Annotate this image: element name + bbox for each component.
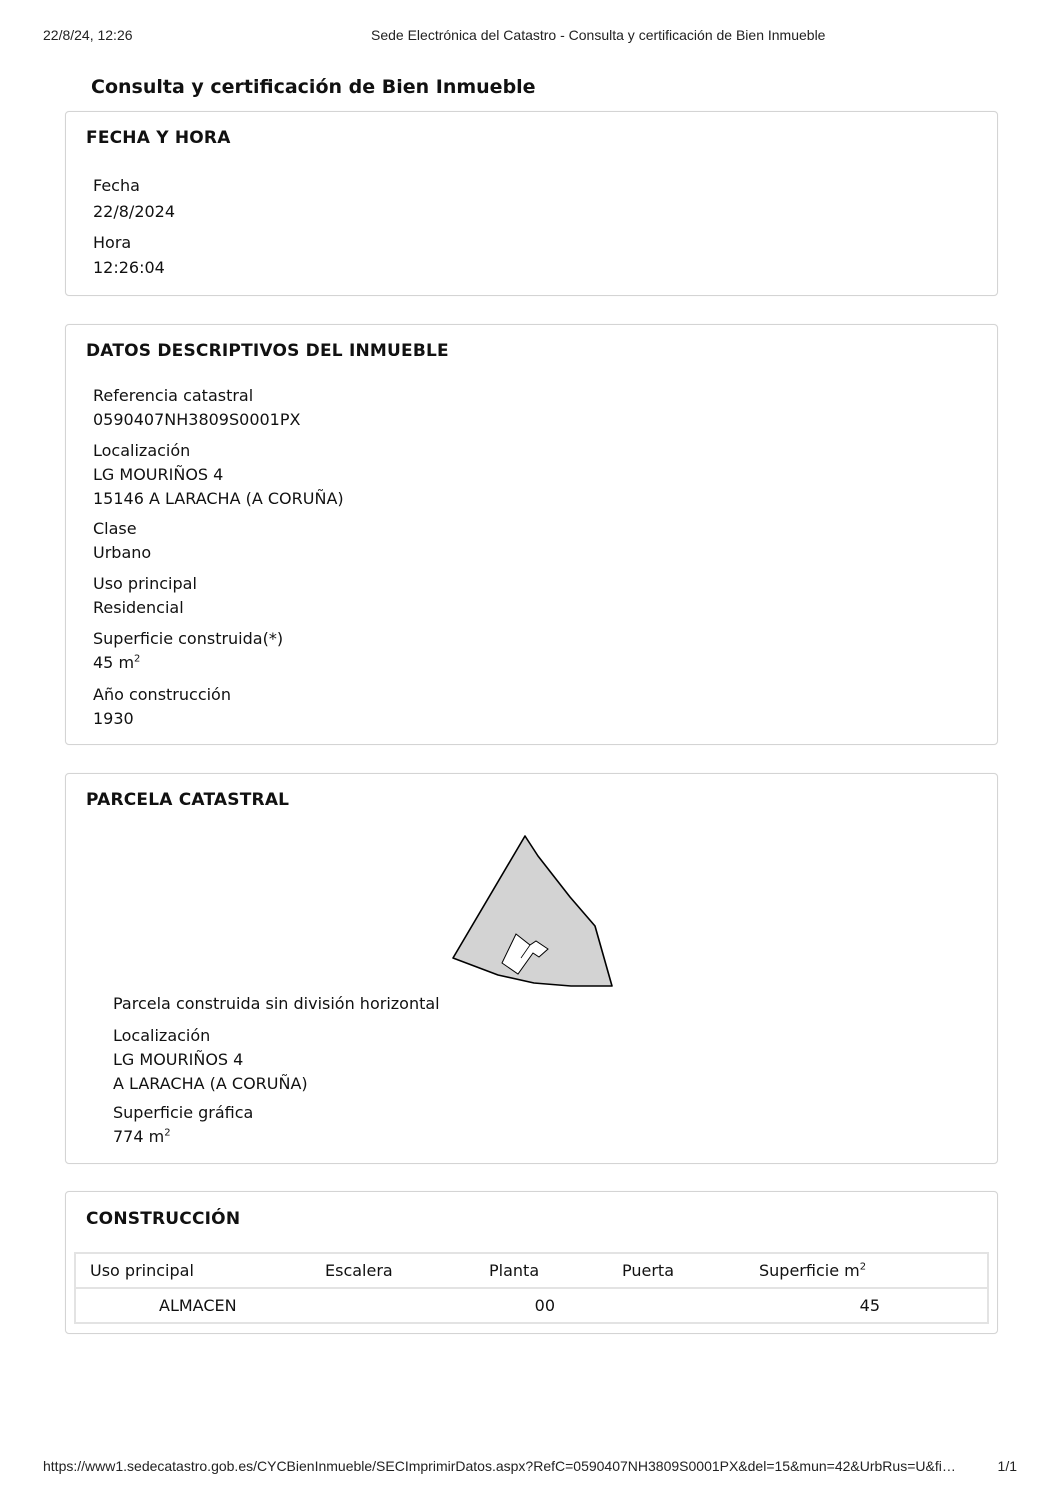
print-url: https://www1.sedecatastro.gob.es/CYCBienInmueble/SECImprimirDatos.aspx?RefC=0590407NH3809S0001PX&del=15&mun=42&UrbRus=U&fi…: [43, 1458, 956, 1474]
cell-escalera: [325, 1288, 489, 1323]
col-superficie: Superficie $m^2$: [759, 1253, 988, 1288]
superficie-construida-label: Superficie construida(*): [93, 629, 284, 648]
superficie-grafica-label: Superficie gráfica: [113, 1103, 254, 1122]
cell-puerta: [622, 1288, 759, 1323]
cell-uso: ALMACEN: [159, 1296, 237, 1315]
fecha-value: 22/8/2024: [93, 202, 176, 221]
clase-value: Urbano: [93, 543, 152, 562]
parcela-tipo: Parcela construida sin división horizontal: [113, 994, 440, 1013]
superficie-exponent: 2: [134, 653, 141, 665]
col-planta: Planta: [489, 1253, 622, 1288]
referencia-field: [93, 384, 300, 432]
construccion-title: CONSTRUCCIÓN: [86, 1209, 241, 1229]
parcela-localizacion-field: [113, 1024, 308, 1096]
parcela-catastral-panel: [65, 773, 998, 1164]
parcela-localizacion-label: Localización: [113, 1026, 211, 1045]
datos-title: DATOS DESCRIPTIVOS DEL INMUEBLE: [86, 341, 449, 361]
superficie-construida-value: 45 $m^2$: [93, 653, 141, 672]
superficie-grafica-field: [113, 1101, 253, 1149]
fecha-field: [93, 174, 175, 224]
anio-construccion-field: [93, 683, 231, 731]
datos-descriptivos-panel: [65, 324, 998, 745]
construccion-panel: [65, 1191, 998, 1334]
table-header-row: [75, 1253, 988, 1288]
uso-principal-value: Residencial: [93, 598, 184, 617]
uso-principal-field: [93, 572, 197, 620]
hora-label: Hora: [93, 233, 132, 252]
localizacion-label: Localización: [93, 441, 191, 460]
referencia-label: Referencia catastral: [93, 386, 254, 405]
localizacion-line1: LG MOURIÑOS 4: [93, 465, 224, 484]
col-puerta: Puerta: [622, 1253, 759, 1288]
parcel-map: [446, 834, 616, 994]
parcel-map-svg: [446, 834, 616, 994]
fecha-hora-panel: [65, 111, 998, 296]
print-header: [43, 27, 1017, 45]
hora-field: [93, 231, 165, 280]
print-document-title: Sede Electrónica del Catastro - Consulta y certificación de Bien Inmueble: [371, 27, 826, 43]
parcela-localizacion-line2: A LARACHA (A CORUÑA): [113, 1074, 308, 1093]
cell-planta: 00: [534, 1296, 555, 1315]
uso-principal-label: Uso principal: [93, 574, 197, 593]
hora-value: 12:26:04: [93, 258, 165, 277]
fecha-hora-title: FECHA Y HORA: [86, 128, 231, 148]
print-footer: [43, 1458, 1017, 1476]
superficie-grafica-value: 774 $m^2$: [113, 1127, 171, 1146]
clase-label: Clase: [93, 519, 137, 538]
superficie-grafica-exponent: 2: [164, 1127, 171, 1139]
print-datetime: 22/8/24, 12:26: [43, 27, 133, 43]
col-uso-principal: Uso principal: [75, 1253, 325, 1288]
col-superficie-exponent: 2: [859, 1261, 867, 1273]
cell-superficie: 45: [859, 1296, 880, 1315]
parcela-title: PARCELA CATASTRAL: [86, 790, 290, 810]
page-count: 1/1: [997, 1458, 1017, 1474]
construccion-table: [74, 1252, 989, 1324]
localizacion-field: [93, 439, 344, 511]
fecha-label: Fecha: [93, 176, 140, 195]
clase-field: [93, 517, 151, 565]
superficie-construida-field: [93, 627, 283, 675]
table-row: [75, 1288, 988, 1323]
parcela-localizacion-line1: LG MOURIÑOS 4: [113, 1050, 244, 1069]
col-escalera: Escalera: [325, 1253, 489, 1288]
localizacion-line2: 15146 A LARACHA (A CORUÑA): [93, 489, 344, 508]
anio-construccion-value: 1930: [93, 709, 134, 728]
page-title: Consulta y certificación de Bien Inmueble: [91, 76, 536, 98]
parcel-shape: [453, 836, 612, 986]
referencia-value: 0590407NH3809S0001PX: [93, 410, 301, 429]
anio-construccion-label: Año construcción: [93, 685, 231, 704]
